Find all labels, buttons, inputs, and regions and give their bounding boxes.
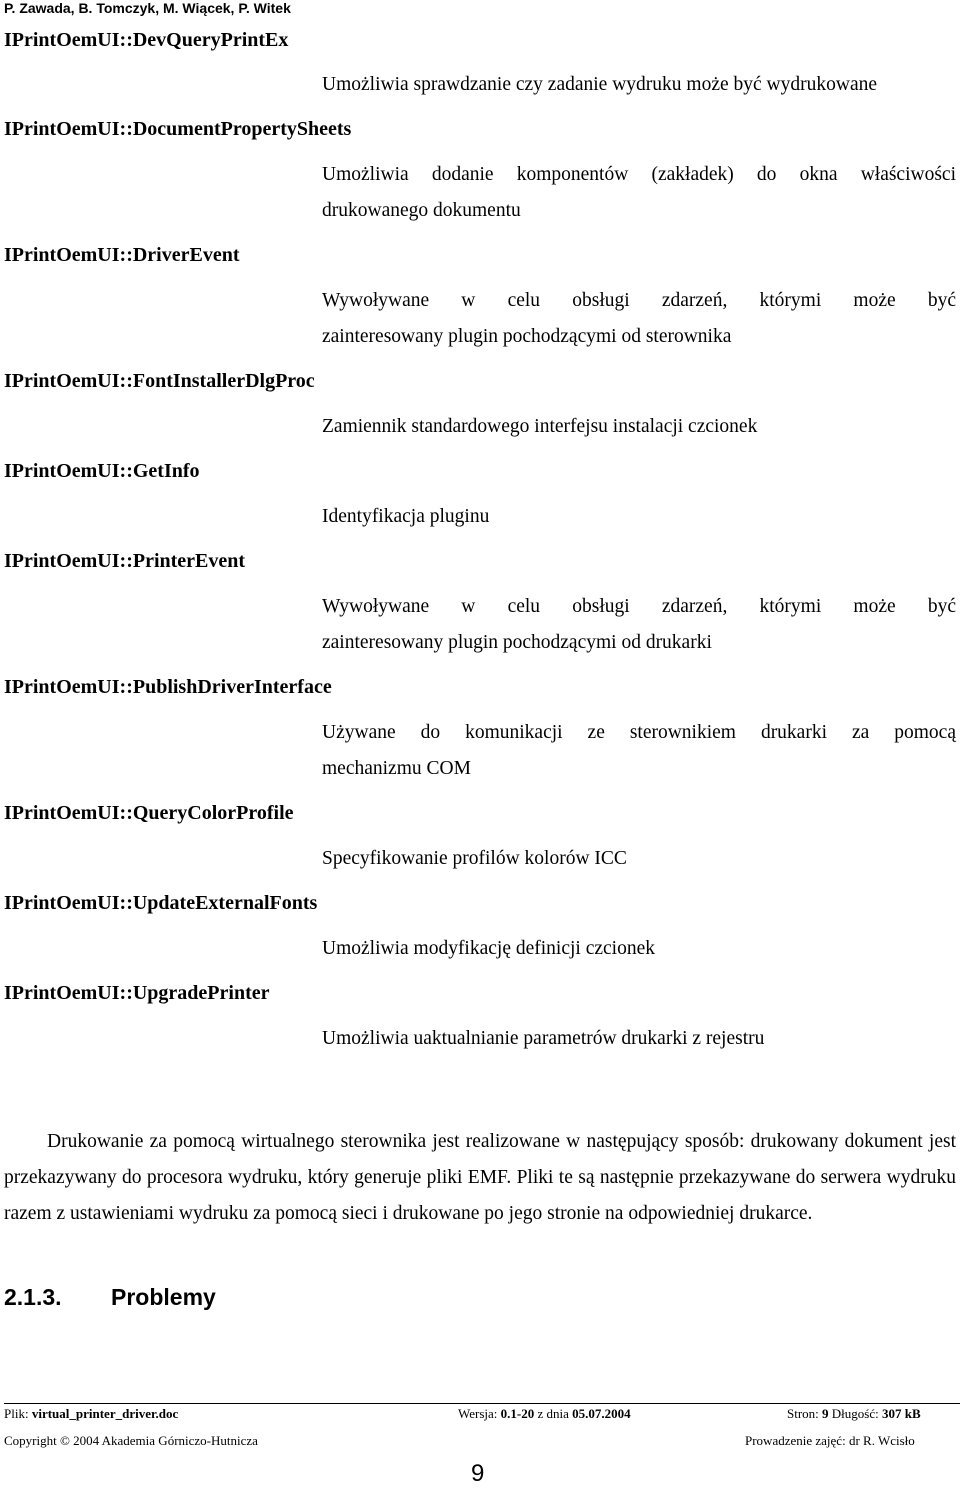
footer-version — [458, 1406, 631, 1422]
description-line: zainteresowany plugin pochodzącymi od drukarki — [322, 632, 712, 653]
method-description-documentpropertysheets — [322, 157, 956, 229]
method-name-documentpropertysheets: IPrintOemUI::DocumentPropertySheets — [4, 118, 352, 140]
method-description-upgradeprinter — [322, 1021, 956, 1057]
footer-lecturer: Prowadzenie zajęć: dr R. Wcisło — [745, 1433, 915, 1448]
body-paragraph: Drukowanie za pomocą wirtualnego sterownika jest realizowane w następujący sposób: drukowany dokument jest przekazywany do procesora wydruku, który generuje pliki EMF. Pliki te są następnie przekazywane do serwera wydruku razem z ustawieniami wydruku za pomocą sieci i drukowane po jego stronie na odpowiedniej drukarce. — [4, 1131, 956, 1224]
method-description-getinfo — [322, 499, 956, 535]
method-description-updateexternalfonts — [322, 931, 956, 967]
footer-version-label: Wersja: — [458, 1406, 498, 1421]
description-line: mechanizmu COM — [322, 758, 471, 779]
footer-copyright: Copyright © 2004 Akademia Górniczo-Hutnicza — [4, 1433, 258, 1448]
method-name-querycolorprofile: IPrintOemUI::QueryColorProfile — [4, 802, 294, 824]
method-description-driverevent — [322, 283, 956, 355]
description-line: Umożliwia uaktualnianie parametrów drukarki z rejestru — [322, 1028, 765, 1049]
footer-date-value: 05.07.2004 — [572, 1406, 631, 1421]
method-name-devqueryprintex: IPrintOemUI::DevQueryPrintEx — [4, 29, 289, 51]
footer-length-label: Długość: — [831, 1406, 879, 1421]
footer-date-label: z dnia — [537, 1406, 569, 1421]
section-title: Problemy — [111, 1284, 216, 1310]
page-number: 9 — [471, 1460, 485, 1487]
footer-pages-value: 9 — [822, 1406, 829, 1421]
description-line: zainteresowany plugin pochodzącymi od sterownika — [322, 326, 732, 347]
method-name-getinfo: IPrintOemUI::GetInfo — [4, 460, 200, 482]
section-heading — [4, 1284, 216, 1311]
section-number: 2.1.3. — [4, 1284, 62, 1310]
method-name-upgradeprinter: IPrintOemUI::UpgradePrinter — [4, 982, 270, 1004]
description-line: Specyfikowanie profilów kolorów ICC — [322, 848, 627, 869]
footer-stats — [787, 1406, 921, 1422]
footer-pages-label: Stron: — [787, 1406, 819, 1421]
method-description-fontinstallerdlgproc — [322, 409, 956, 445]
footer-file-label: Plik: — [4, 1406, 29, 1421]
footer-file — [4, 1406, 178, 1422]
method-name-fontinstallerdlgproc: IPrintOemUI::FontInstallerDlgProc — [4, 370, 315, 392]
description-line: Zamiennik standardowego interfejsu instalacji czcionek — [322, 416, 758, 437]
method-description-querycolorprofile — [322, 841, 956, 877]
description-line: Używane do komunikacji ze sterownikiem drukarki za pomocą — [322, 722, 956, 743]
description-line: Umożliwia sprawdzanie czy zadanie wydruku może być wydrukowane — [322, 74, 877, 95]
description-line: Wywoływane w celu obsługi zdarzeń, którymi może być — [322, 290, 956, 311]
description-line: Umożliwia modyfikację definicji czcionek — [322, 938, 655, 959]
footer-file-name: virtual_printer_driver.doc — [31, 1406, 179, 1421]
description-line: Wywoływane w celu obsługi zdarzeń, którymi może być — [322, 596, 956, 617]
method-name-driverevent: IPrintOemUI::DriverEvent — [4, 244, 240, 266]
footer-length-value: 307 kB — [882, 1406, 921, 1421]
footer-divider — [4, 1403, 960, 1404]
method-description-printerevent — [322, 589, 956, 661]
method-description-devqueryprintex — [322, 67, 956, 103]
description-line: Umożliwia dodanie komponentów (zakładek) do okna właściwości — [322, 164, 956, 185]
method-name-printerevent: IPrintOemUI::PrinterEvent — [4, 550, 246, 572]
document-authors: P. Zawada, B. Tomczyk, M. Wiącek, P. Witek — [4, 0, 291, 16]
method-name-updateexternalfonts: IPrintOemUI::UpdateExternalFonts — [4, 892, 318, 914]
footer-version-value: 0.1-20 — [500, 1406, 535, 1421]
description-line: drukowanego dokumentu — [322, 200, 521, 221]
description-line: Identyfikacja pluginu — [322, 506, 490, 527]
method-name-publishdriverinterface: IPrintOemUI::PublishDriverInterface — [4, 676, 332, 698]
method-description-publishdriverinterface — [322, 715, 956, 787]
